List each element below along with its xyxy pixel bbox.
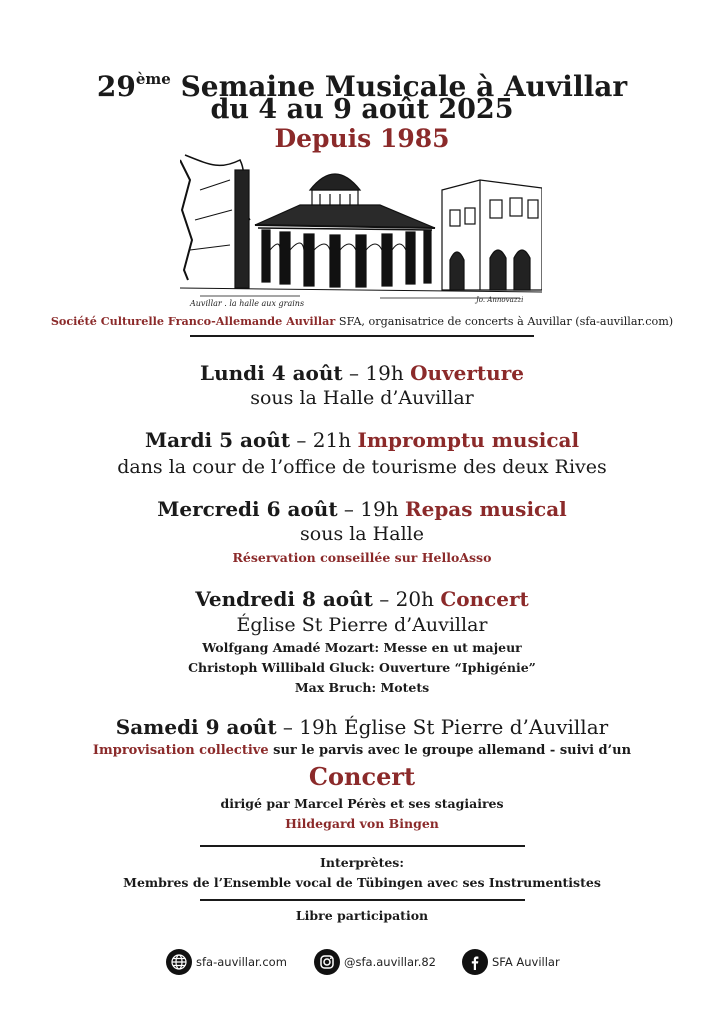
concert-heading: Concert bbox=[308, 762, 416, 791]
divider-middle bbox=[200, 845, 525, 847]
composer-line: Hildegard von Bingen bbox=[285, 816, 439, 831]
event-day: Mardi 5 août bbox=[144, 428, 291, 452]
event-day: Lundi 4 août bbox=[200, 361, 343, 385]
instagram-link[interactable] bbox=[314, 948, 436, 976]
event-place: sous la Halle d’Auvillar bbox=[250, 387, 474, 409]
improvisation-text: sur le parvis avec le groupe allemand - suivi d’un bbox=[268, 743, 632, 758]
organizer-name: Société Culturelle Franco-Allemande Auvillar bbox=[50, 314, 336, 328]
website-link[interactable] bbox=[166, 948, 287, 976]
event-time: – 21h bbox=[290, 428, 358, 452]
program-item: Max Bruch: Motets bbox=[294, 680, 430, 695]
event-friday bbox=[0, 586, 724, 612]
facebook-icon bbox=[462, 949, 488, 975]
event-monday bbox=[0, 360, 724, 386]
performers-text: Membres de l’Ensemble vocal de Tübingen avec ses Instrumentistes bbox=[123, 875, 601, 890]
improvisation-label: Improvisation collective bbox=[92, 743, 269, 758]
admission-note: Libre participation bbox=[295, 908, 429, 923]
festival-name: Semaine Musicale à Auvillar bbox=[180, 70, 628, 103]
event-wednesday bbox=[0, 496, 724, 522]
event-name: Ouverture bbox=[410, 361, 524, 385]
divider-top bbox=[190, 335, 534, 337]
website-text: sfa-auvillar.com bbox=[196, 955, 287, 969]
event-time: – 19h bbox=[342, 361, 411, 385]
event-place: Église St Pierre d’Auvillar bbox=[236, 614, 488, 636]
reservation-note: Réservation conseillée sur HelloAsso bbox=[232, 550, 492, 565]
director-line: dirigé par Marcel Pérès et ses stagiaires bbox=[220, 796, 504, 811]
organizer-line bbox=[0, 314, 724, 329]
event-day: Mercredi 6 août bbox=[157, 497, 338, 521]
facebook-link[interactable] bbox=[462, 948, 560, 976]
event-time: – 20h bbox=[372, 587, 441, 611]
illustration-caption: Auvillar . la halle aux grains bbox=[190, 299, 305, 308]
event-name: Impromptu musical bbox=[357, 428, 580, 452]
performers-label: Interprètes: bbox=[320, 855, 404, 870]
event-day: Vendredi 8 août bbox=[195, 587, 373, 611]
improvisation-line bbox=[0, 742, 724, 760]
program-item: Wolfgang Amadé Mozart: Messe en ut majeur bbox=[202, 640, 522, 655]
event-name: Repas musical bbox=[404, 497, 567, 521]
event-time: – 19h Église St Pierre d’Auvillar bbox=[276, 715, 609, 739]
event-day: Samedi 9 août bbox=[115, 715, 277, 739]
edition-suffix: ème bbox=[135, 70, 171, 88]
facebook-text: SFA Auvillar bbox=[492, 955, 560, 969]
event-tuesday bbox=[0, 427, 724, 453]
organizer-description: SFA, organisatrice de concerts à Auvillar (sfa-auvillar.com) bbox=[335, 315, 674, 328]
halle-illustration bbox=[180, 150, 542, 310]
illustration-signature: Jo. Annovazzi bbox=[476, 296, 524, 304]
event-time: – 19h bbox=[337, 497, 405, 521]
since-year: Depuis 1985 bbox=[274, 124, 450, 153]
festival-dates: du 4 au 9 août 2025 bbox=[210, 94, 514, 125]
globe-icon bbox=[166, 949, 192, 975]
instagram-text: @sfa.auvillar.82 bbox=[344, 955, 436, 969]
event-saturday bbox=[0, 714, 724, 740]
program-item: Christoph Willibald Gluck: Ouverture “Iphigénie” bbox=[188, 660, 536, 675]
divider-bottom bbox=[200, 899, 525, 901]
event-name: Concert bbox=[440, 587, 529, 611]
event-place: dans la cour de l’office de tourisme des deux Rives bbox=[117, 456, 607, 478]
edition-number: 29 bbox=[96, 70, 136, 103]
instagram-icon bbox=[314, 949, 340, 975]
event-place: sous la Halle bbox=[300, 523, 424, 545]
